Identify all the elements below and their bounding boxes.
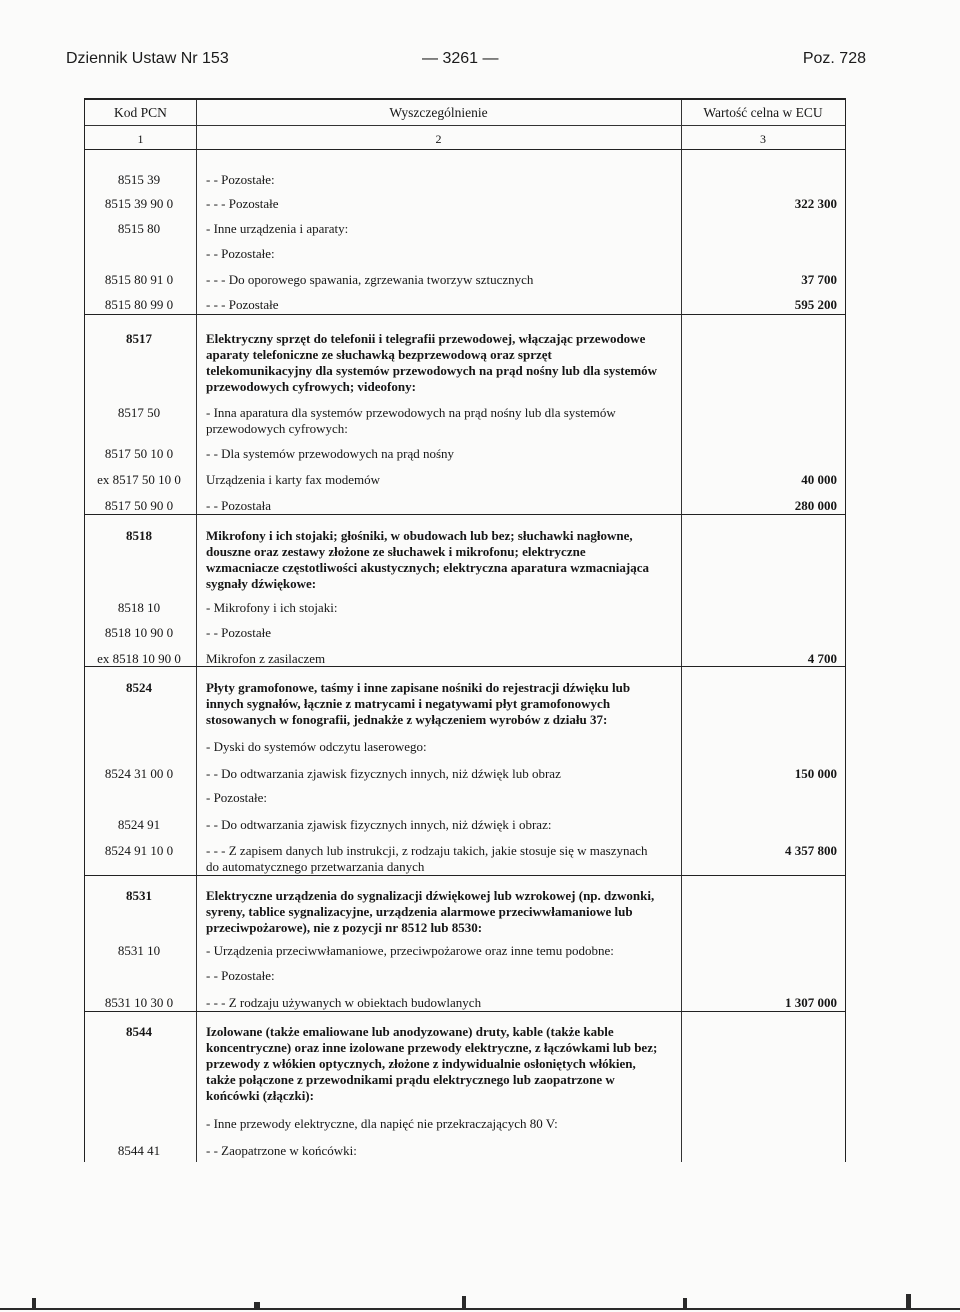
column-divider <box>196 100 197 1162</box>
column-number: 1 <box>85 126 196 150</box>
row-description: Urządzenia i karty fax modemów <box>206 472 380 487</box>
pcn-code: 8517 <box>126 331 152 346</box>
pcn-code: 8544 <box>126 1024 152 1039</box>
column-header-value: Wartość celna w ECU <box>681 100 845 126</box>
row-description: - - Pozostałe <box>206 625 271 640</box>
row-description: - Inne urządzenia i aparaty: <box>206 221 349 236</box>
row-description: - Urządzenia przeciwwłamaniowe, przeciwpożarowe oraz inne temu podobne: <box>206 943 614 958</box>
row-description: - - Zaopatrzone w końcówki: <box>206 1143 357 1158</box>
row-description: Mikrofon z zasilaczem <box>206 651 326 666</box>
row-separator <box>85 666 845 667</box>
pcn-code: 8517 50 10 0 <box>104 446 174 461</box>
row-description: - - Pozostałe: <box>206 246 275 261</box>
pcn-code: 8515 80 91 0 <box>104 272 174 287</box>
column-header-description: Wyszczególnienie <box>196 100 681 126</box>
pcn-code: 8524 91 <box>117 817 161 832</box>
customs-value: 595 200 <box>794 297 837 312</box>
pcn-code: 8515 39 <box>117 172 161 187</box>
row-description: - Dyski do systemów odczytu laserowego: <box>206 739 427 754</box>
pcn-code: 8544 41 <box>117 1143 161 1158</box>
row-description: - - - Z rodzaju używanych w obiektach budowlanych <box>206 995 482 1010</box>
pcn-code: 8515 80 99 0 <box>104 297 174 312</box>
customs-value: 37 700 <box>801 272 837 287</box>
pcn-code: 8531 <box>126 888 152 903</box>
pcn-code: 8515 80 <box>117 221 161 236</box>
row-description: - Inne przewody elektryczne, dla napięć nie przekraczających 80 V: <box>206 1116 558 1131</box>
customs-value: 40 000 <box>801 472 837 487</box>
pcn-code: ex 8518 10 90 0 <box>97 651 181 666</box>
row-description: - - Dla systemów przewodowych na prąd nośny <box>206 446 455 461</box>
row-description: Płyty gramofonowe, taśmy i inne zapisane nośniki do rejestracji dźwięku lub innych sygnałów, łącznie z matrycami i negatywami płyt gramofonowych stosowanych w fonografii, jednakże z wyłączeniem wyrobów z działu 37: <box>206 680 631 727</box>
position-number: Poz. 728 <box>802 50 866 67</box>
customs-value: 4 357 800 <box>785 843 837 858</box>
customs-value: 1 307 000 <box>785 995 837 1010</box>
row-separator <box>85 1011 845 1012</box>
row-description: - - - Do oporowego spawania, zgrzewania tworzyw sztucznych <box>206 272 534 287</box>
pcn-code: 8517 50 90 0 <box>104 498 174 513</box>
pcn-code: 8518 10 <box>117 600 161 615</box>
pcn-code: 8524 91 10 0 <box>104 843 174 858</box>
row-separator <box>85 314 845 315</box>
row-description: - - Pozostała <box>206 498 271 513</box>
tariff-table <box>84 98 846 1162</box>
column-header-code: Kod PCN <box>85 100 196 126</box>
pcn-code: 8531 10 <box>117 943 161 958</box>
column-number: 3 <box>681 126 845 150</box>
pcn-code: 8518 10 90 0 <box>104 625 174 640</box>
row-description: Elektryczny sprzęt do telefonii i telegrafii przewodowej, włączając przewodowe aparaty telefoniczne ze słuchawką bezprzewodową oraz sprzęt telekomunikacyjny dla systemów przewodowych na prąd nośny lub dla systemów przewodowych cyfrowych; videofony: <box>206 331 658 394</box>
row-description: - - - Pozostałe <box>206 196 279 211</box>
customs-value: 150 000 <box>794 766 837 781</box>
row-description: - - Do odtwarzania zjawisk fizycznych innych, niż dźwięk lub obraz <box>206 766 561 781</box>
row-description: Elektryczne urządzenia do sygnalizacji dźwiękowej lub wzrokowej (np. dzwonki, syreny, tablice sygnalizacyjne, urządzenia alarmowe przeciwwłamaniowe lub przeciwpożarowe), nie z pozycji nr 8512 lub 8530: <box>206 888 655 935</box>
row-description: - - - Pozostałe <box>206 297 279 312</box>
row-description: - Mikrofony i ich stojaki: <box>206 600 338 615</box>
pcn-code: 8515 39 90 0 <box>104 196 174 211</box>
pcn-code: 8518 <box>126 528 152 543</box>
row-description: - - Pozostałe: <box>206 172 275 187</box>
scan-edge-marks <box>0 1294 960 1312</box>
column-divider <box>681 100 682 1162</box>
pcn-code: 8524 31 00 0 <box>104 766 174 781</box>
row-description: - - - Z zapisem danych lub instrukcji, z rodzaju takich, jakie stosuje się w maszynach do automatycznego przetwarzania danych <box>206 843 648 874</box>
pcn-code: 8517 50 <box>117 405 161 420</box>
row-description: - Inna aparatura dla systemów przewodowych na prąd nośny lub dla systemów przewodowych cyfrowych: <box>206 405 616 436</box>
row-separator <box>85 875 845 876</box>
column-number: 2 <box>196 126 681 150</box>
pcn-code: ex 8517 50 10 0 <box>97 472 181 487</box>
customs-value: 322 300 <box>794 196 837 211</box>
pcn-code: 8524 <box>126 680 152 695</box>
row-description: - Pozostałe: <box>206 790 268 805</box>
row-description: Izolowane (także emaliowane lub anodyzowane) druty, kable (także kable koncentryczne) oraz inne izolowane przewody elektryczne, z łączówkami lub bez; przewody z włókien optycznych, złożone z indywidualnie osłoniętych włókien, także połączone z przewodnikami prądu elektrycznego lub zaopatrzone w końcówki (złączki): <box>206 1024 658 1103</box>
customs-value: 4 700 <box>807 651 837 666</box>
pcn-code: 8531 10 30 0 <box>104 995 174 1010</box>
row-separator <box>85 514 845 515</box>
row-description: - - Pozostałe: <box>206 968 275 983</box>
page-number: — 3261 — <box>422 50 499 67</box>
page-header <box>66 50 866 72</box>
journal-title: Dziennik Ustaw Nr 153 <box>66 50 229 67</box>
row-description: - - Do odtwarzania zjawisk fizycznych innych, niż dźwięk i obraz: <box>206 817 552 832</box>
row-description: Mikrofony i ich stojaki; głośniki, w obudowach lub bez; słuchawki nagłowne, douszne oraz zestawy złożone ze słuchawek i mikrofonu; elektryczne wzmacniacze częstotliwości akustycznych; elektryczna aparatura wzmacniająca sygnały dźwiękowe: <box>206 528 649 591</box>
customs-value: 280 000 <box>794 498 837 513</box>
